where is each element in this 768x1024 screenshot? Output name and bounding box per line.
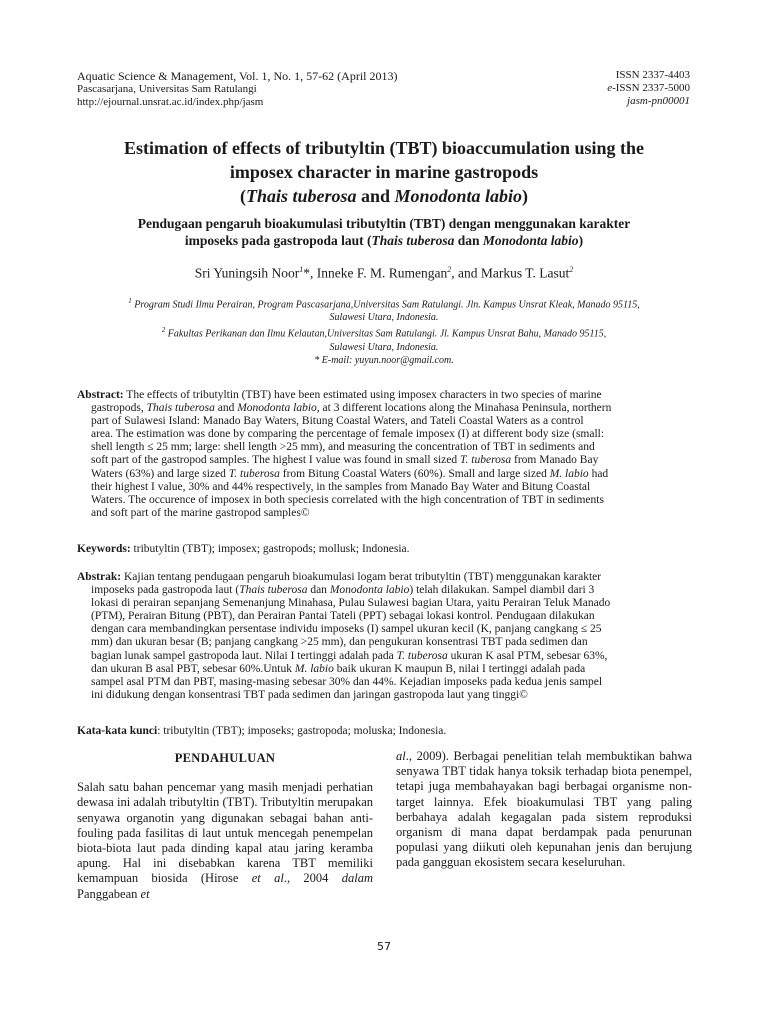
article-code: jasm-pn00001: [627, 95, 690, 107]
issn-block: [470, 69, 690, 108]
section-heading: PENDAHULUAN: [174, 751, 276, 765]
abstrak-label: Abstrak:: [77, 571, 122, 583]
author-1: Sri Yuningsih Noor: [194, 265, 300, 281]
journal-header: [77, 69, 497, 109]
affiliations: $^1$ Program Studi Ilmu Perairan, Program Pascasarjana,Universitas Sam Ratulangi. Jln. Kampus Unsrat Kleak, Manado 95115, Sulawesi Utara, Indonesia. $^2$ Fakultas Perikanan dan Ilmu Kelautan,Universitas Sam Ratulangi. Jl. Kampus Unsrat Bahu, Manado 95115, Sulawesi Utara, Indonesia. * E-mail: yuyun.noor@gmail.com.: [70, 295, 698, 367]
body-paragraph: Salah satu bahan pencemar yang masih menjadi perhatian dewasa ini adalah tributyltin (TBT). Tributyltin merupakan senyawa organotin yang digunakan sebagai bahan anti-fouling pada fasilitas di laut untuk mencegah penempelan biota-biota laut pada dinding kapal atau jaring keramba apung. Hal ini disebabkan karena TBT memiliki kemampuan biosida (Hirose et al., 2004 dalam Panggabean et: [77, 780, 373, 901]
journal-citation: Aquatic Science & Management, Vol. 1, No. 1, 57-62 (April 2013): [77, 69, 398, 83]
author-list: Sri Yuningsih Noor$^1$*, Inneke F. M. Rumengan$^2$, and Markus T. Lasut$^2$: [194, 265, 574, 281]
eissn: e-ISSN 2337-5000: [607, 82, 690, 94]
abstract-english: Abstract: The effects of tributyltin (TBT) have been estimated using imposex characters in two species of marine gastropods, Thais tuberosa and Monodonta labio, at 3 different locations along the Minahasa Peninsula, northern part of Sulawesi Island: Manado Bay Waters, Bitung Coastal Waters, and Tateli Coastal Waters as a control area. The estimation was done by comparing the percentage of female imposex (I) at different body size (small: shell length ≤ 25 mm; large: shell length >25 mm), and measuring the concentration of TBT in sediments and soft part of the gastropod samples. The highest I value was found in small sized T. tuberosa from Manado Bay Waters (63%) and large sized T. tuberosa from Bitung Coastal Waters (60%). Small and large sized M. labio had their highest I value, 30% and 44% respectively, in the samples from Manado Bay Water and Bitung Coastal Waters. The occurence of imposex in both speciesis correlated with the high concentration of TBT in sediments and soft part of the marine gastropod samples©: [77, 389, 612, 519]
corresponding-email[interactable]: * E-mail: yuyun.noor@gmail.com.: [314, 354, 454, 366]
body-paragraph: al., 2009). Berbagai penelitian telah membuktikan bahwa senyawa TBT tidak hanya toksik terhadap biota penempel, tetapi juga membahayakan bagi berbagai organisme non-target lainnya. Efek bioakumulasi TBT yang paling berbahaya adalah kegagalan pada sistem reproduksi organism di mana dapat berdampak pada penurunan populasi yang diikuti oleh kepunahan jenis dan berujung pada gangguan ekosistem secara keseluruhan.: [396, 749, 692, 870]
page-number: 57: [377, 940, 391, 953]
kata-kunci: Kata-kata kunci: tributyltin (TBT); imposeks; gastropoda; moluska; Indonesia.: [77, 725, 447, 737]
body-column-left: [77, 749, 373, 902]
body-column-right: [396, 749, 692, 871]
journal-url[interactable]: http://ejournal.unsrat.ac.id/index.php/jasm: [77, 96, 264, 108]
paper-subtitle: Pendugaan pengaruh bioakumulasi tributyltin (TBT) dengan menggunakan karakter imposeks pada gastropoda laut (Thais tuberosa dan Monodonta labio): [137, 216, 631, 248]
abstract-indonesian: Abstrak: Kajian tentang pendugaan pengaruh bioakumulasi logam berat tributyltin (TBT) menggunakan karakter imposeks pada gastropoda laut (Thais tuberosa dan Monodonta labio) telah dilakukan. Sampel diambil dari 3 lokasi di perairan sepanjang Semenanjung Minahasa, Pulau Sulawesi bagian Utara, yaitu Perairan Teluk Manado (PTM), Perairan Bitung (PBT), dan Perairan Pantai Tateli (PPT) sebagai lokasi kontrol. Pendugaan dilakukan dengan cara membandingkan persentase individu imposeks (I) sampel ukuran kecil (K, panjang cangkang ≤ 25 mm) dan ukuran besar (B; panjang cangkang >25 mm), dan pengukuran konsentrasi TBT pada sedimen dan bagian lunak sampel gastropoda laut. Nilai I tertinggi adalah pada T. tuberosa ukuran K asal PTM, sebesar 63%, dan ukuran B asal PBT, sebesar 60%.Untuk M. labio baik ukuran K maupun B, nilai I tertinggi adalah pada sampel asal PTM dan PBT, masing-masing sebesar 30% dan 44%. Kejadian imposeks pada kedua jenis sampel ini didukung dengan konsentrasi TBT pada sedimen dan jaringan gastropoda laut yang tinggi©: [77, 571, 611, 701]
keywords: Keywords: tributyltin (TBT); imposex; gastropods; mollusk; Indonesia.: [77, 543, 410, 555]
author-2: Inneke F. M. Rumengan: [316, 265, 448, 281]
paper-title: Estimation of effects of tributyltin (TBT) bioaccumulation using the imposex character in marine gastropods (Thais tuberosa and Monodonta labio): [124, 138, 644, 206]
issn: ISSN 2337-4403: [615, 69, 690, 81]
institution: Pascasarjana, Universitas Sam Ratulangi: [77, 83, 257, 95]
author-3: Markus T. Lasut: [480, 265, 570, 281]
abstract-label: Abstract:: [77, 389, 124, 401]
